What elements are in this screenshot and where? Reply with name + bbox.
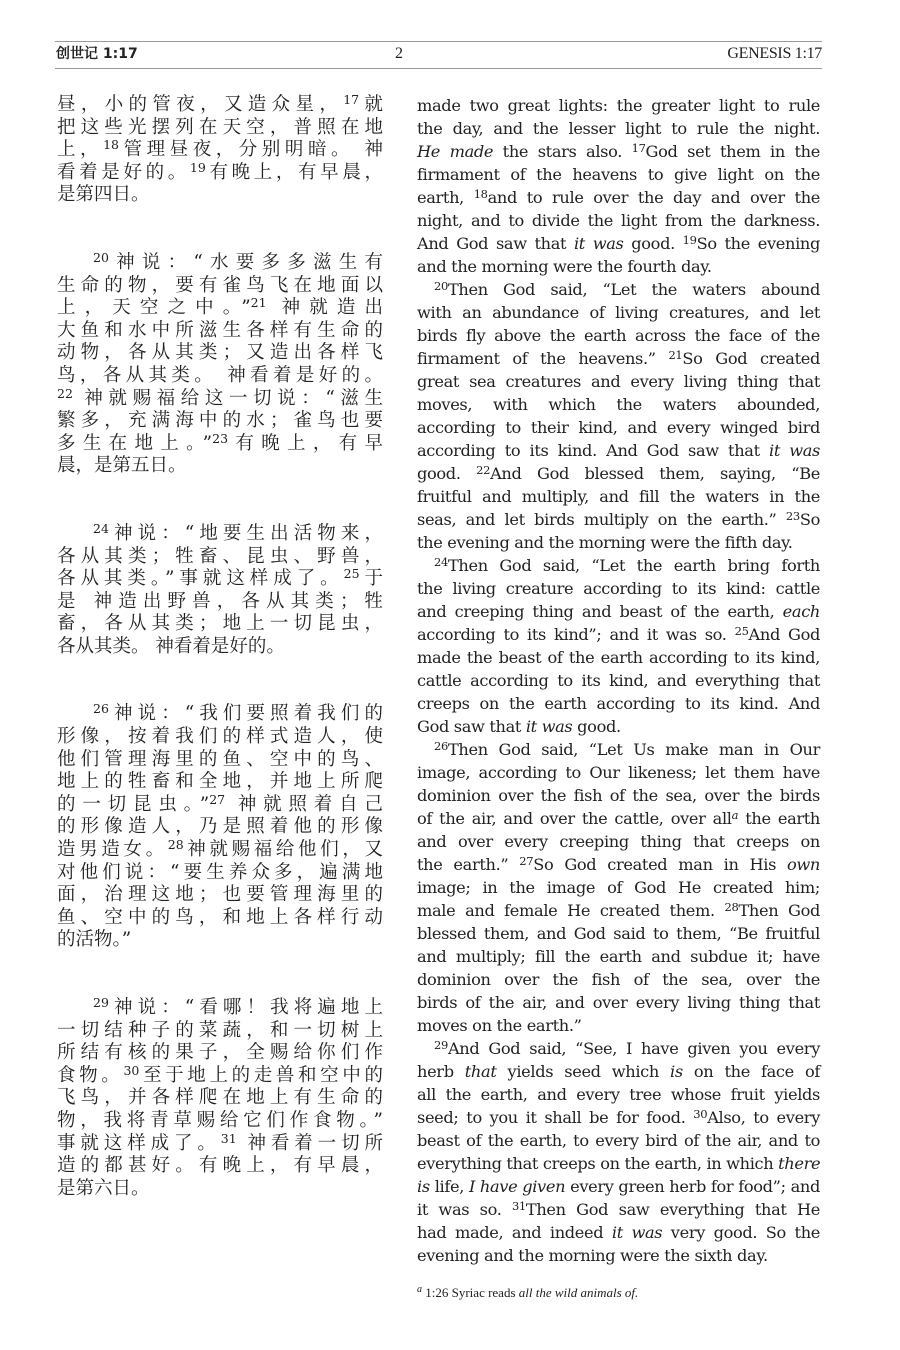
text-line: 造男造女。$^{28}$神就赐福给他们，又 xyxy=(57,837,383,861)
text-line: God saw that it was good. xyxy=(417,717,621,736)
text-line: the living creature according to its kind: cattle xyxy=(417,579,820,598)
text-line: according to its kind. And God saw that it was xyxy=(417,441,820,460)
verse-number: 21 xyxy=(668,348,683,362)
text-line: 多生在地上。”$^{23}$有晚上，有早 xyxy=(57,430,383,454)
verse-number: 31 xyxy=(511,1199,526,1213)
text-line: He made the stars also. $^{17}$God set them in the xyxy=(417,141,820,161)
text-line: the earth.” $^{27}$So God created man in His own xyxy=(417,854,821,874)
verse-number: 30 xyxy=(123,1062,140,1078)
text-line: 上，$^{18}$管理昼夜，分别明暗。 神 xyxy=(57,137,383,161)
text-line: and over every creeping thing that creeps on xyxy=(417,832,820,851)
text-line: 生命的物，要有雀鸟飞在地面以 xyxy=(57,274,383,296)
verse-number: 19 xyxy=(682,233,697,247)
text-line: 的形像造人，乃是照着他的形像 xyxy=(57,816,383,838)
verse-number: 20 xyxy=(434,279,448,293)
text-line: 把这些光摆列在天空，普照在地 xyxy=(57,116,383,138)
text-line: and multiply; fill the earth and subdue it; have xyxy=(417,947,820,966)
footnote-italic-text: all the wild animals of. xyxy=(518,1285,639,1300)
text-line: made two great lights: the greater light to rule xyxy=(417,96,820,115)
text-line: is life, I have given every green herb for food”; and xyxy=(417,1177,821,1196)
text-line: blessed them, and God said to them, “Be fruitful xyxy=(417,924,820,943)
text-line: made the beast of the earth according to its kind, xyxy=(417,648,820,667)
verse-number: 25 xyxy=(734,624,749,638)
text-line: $^{24}$Then God said, “Let the earth bring forth xyxy=(434,555,820,575)
text-line: 一切结种子的菜蔬，和一切树上 xyxy=(57,1019,383,1041)
text-line: $^{22}$ 神就赐福给这一切说：“滋生 xyxy=(57,385,383,409)
text-line: and the morning were the fourth day. xyxy=(417,257,712,276)
text-line: 繁多，充满海中的水；雀鸟也要 xyxy=(57,410,383,432)
text-line: 的活物。” xyxy=(57,929,132,951)
text-line: moves, with which the waters abounded, xyxy=(417,395,820,414)
verse-number: 17 xyxy=(631,141,646,155)
text-line: 各从其类。”事就这样成了。$^{25}$于 xyxy=(57,566,383,590)
italic-text: it was xyxy=(525,717,573,736)
text-line: 形像，按着我们的样式造人，使 xyxy=(57,726,383,748)
italic-text: each xyxy=(782,602,820,621)
text-line: it was so. $^{31}$Then God saw everything that He xyxy=(417,1199,821,1219)
verse-number: 27 xyxy=(519,854,534,868)
text-line: cattle according to its kind, and everything that xyxy=(417,671,820,690)
text-line: 对他们说：“要生养众多，遍满地 xyxy=(57,861,383,883)
text-line: $^{26}$神说：“我们要照着我们的 xyxy=(93,701,383,725)
verse-number: 31 xyxy=(220,1130,237,1146)
italic-text: is xyxy=(670,1062,683,1081)
text-line: 大鱼和水中所滋生各样有生命的 xyxy=(57,319,383,341)
text-line: creeps on the earth according to its kind. And xyxy=(417,694,820,713)
italic-text: it was xyxy=(611,1223,663,1242)
italic-text: there xyxy=(778,1154,821,1173)
verse-number: 26 xyxy=(434,739,448,753)
verse-number: 24 xyxy=(93,520,109,536)
chinese-column xyxy=(57,94,383,1245)
verse-number: 26 xyxy=(93,701,109,717)
verse-number: 20 xyxy=(93,249,109,265)
verse-number: 25 xyxy=(343,566,360,582)
text-line: and creeping thing and beast of the earth, each xyxy=(417,602,820,621)
text-line: 看着是好的。$^{19}$有晚上，有早晨， xyxy=(57,159,383,183)
running-header-english: GENESIS 1:17 xyxy=(727,45,822,62)
header-bottom-rule xyxy=(55,68,822,69)
text-line: 动物，各从其类；又造出各样飞 xyxy=(57,342,383,364)
text-line: 上，天空之中。”$^{21}$ 神就造出 xyxy=(57,295,383,319)
verse-number: 18 xyxy=(103,137,120,153)
text-line: of the air, and over the cattle, over all$^a$ the earth xyxy=(417,808,820,828)
text-line: 是第四日。 xyxy=(57,184,150,206)
text-line: night, and to divide the light from the darkness. xyxy=(417,211,820,230)
text-line: seed; to you it shall be for food. $^{30}$Also, to every xyxy=(417,1107,820,1127)
italic-text: He made xyxy=(417,142,494,161)
chinese-paragraph xyxy=(57,703,383,952)
text-line: 各从其类；牲畜、昆虫、野兽， xyxy=(57,545,383,567)
footnote-marker: a xyxy=(417,1284,422,1295)
text-line: 是 神造出野兽，各从其类；牲 xyxy=(57,590,383,612)
text-line: herb that yields seed which is on the face of xyxy=(417,1062,820,1081)
text-line: $^{24}$神说：“地要生出活物来， xyxy=(93,520,383,544)
footnote xyxy=(417,1284,638,1301)
footnote-text: Syriac reads xyxy=(451,1285,516,1300)
text-line: the day, and the lesser light to rule the night. xyxy=(417,119,820,138)
verse-number: 19 xyxy=(189,159,206,175)
text-line: 他们管理海里的鱼、空中的鸟、 xyxy=(57,748,383,770)
text-line: earth, $^{18}$and to rule over the day and over the xyxy=(417,187,820,207)
text-line: the evening and the morning were the fifth day. xyxy=(417,533,793,552)
text-line: 晨，是第五日。 xyxy=(57,455,187,477)
text-line: 鸟，各从其类。 神看着是好的。 xyxy=(57,364,383,386)
chinese-paragraph xyxy=(57,520,383,659)
italic-text: it was xyxy=(573,234,624,253)
header-top-rule xyxy=(55,41,822,42)
text-line: moves on the earth.” xyxy=(417,1016,582,1035)
chinese-paragraph xyxy=(57,249,383,478)
text-line: male and female He created them. $^{28}$Then God xyxy=(417,900,820,920)
text-line: 畜，各从其类；地上一切昆虫， xyxy=(57,613,383,635)
text-line: $^{20}$神说：“水要多多滋生有 xyxy=(93,249,383,273)
text-line: And God saw that it was good. $^{19}$So the evening xyxy=(417,233,820,253)
page-number: 2 xyxy=(395,45,403,62)
text-line: $^{26}$Then God said, “Let Us make man in Our xyxy=(434,739,820,759)
text-line: $^{29}$And God said, “See, I have given you every xyxy=(434,1038,820,1058)
italic-text: I have given xyxy=(468,1177,566,1196)
text-line: fruitful and multiply, and fill the waters in the xyxy=(417,487,820,506)
text-line: good. $^{22}$And God blessed them, saying, “Be xyxy=(417,463,820,483)
footnote-marker-ref: a xyxy=(731,808,739,822)
verse-number: 24 xyxy=(434,555,448,569)
text-line: 是第六日。 xyxy=(57,1177,150,1199)
verse-number: 29 xyxy=(434,1038,448,1052)
text-line: $^{20}$Then God said, “Let the waters abound xyxy=(434,279,820,299)
text-line: 昼，小的管夜，又造众星，$^{17}$就 xyxy=(57,92,383,115)
text-line: $^{29}$神说：“看哪！我将遍地上 xyxy=(93,995,383,1018)
verse-number: 30 xyxy=(693,1107,708,1121)
text-line: 的一切昆虫。”$^{27}$ 神就照着自己 xyxy=(57,791,383,815)
verse-number: 28 xyxy=(724,900,739,914)
text-line: 各从其类。 神看着是好的。 xyxy=(57,635,285,657)
verse-number: 22 xyxy=(57,385,73,401)
footnote-reference: 1:26 xyxy=(425,1285,449,1300)
text-line: firmament of the heavens to give light on the xyxy=(417,165,820,184)
verse-number: 21 xyxy=(250,295,267,311)
verse-number: 27 xyxy=(209,791,226,807)
verse-number: 28 xyxy=(167,837,184,853)
text-line: beast of the earth, to every bird of the air, and to xyxy=(417,1131,820,1150)
text-line: dominion over the fish of the sea, over the xyxy=(417,970,820,989)
running-header-chinese: 创世记 1:17 xyxy=(56,46,138,62)
italic-text: is xyxy=(417,1177,430,1196)
verse-number: 17 xyxy=(343,92,360,107)
text-line: dominion over the fish of the sea, over the birds xyxy=(417,786,820,805)
text-line: 造的都甚好。有晚上，有早晨， xyxy=(57,1155,383,1177)
chinese-paragraph xyxy=(57,94,383,207)
text-line: 鱼、空中的鸟，和地上各样行动 xyxy=(57,906,383,928)
italic-text: it was xyxy=(769,441,820,460)
verse-number: 22 xyxy=(476,463,491,477)
text-line: with an abundance of living creatures, and let xyxy=(417,303,820,322)
verse-number: 23 xyxy=(212,430,229,446)
text-line: 食物。$^{30}$至于地上的走兽和空中的 xyxy=(57,1062,383,1086)
text-line: 物，我将青草赐给它们作食物。” xyxy=(57,1109,383,1131)
text-line: seas, and let birds multiply on the earth.” $^{23}$So xyxy=(417,509,820,529)
verse-number: 23 xyxy=(785,509,800,523)
text-line: 地上的牲畜和全地，并地上所爬 xyxy=(57,771,383,793)
text-line: birds of the air, and over every living thing that xyxy=(417,993,820,1012)
text-line: according to its kind”; and it was so. $^{25}$And God xyxy=(417,624,820,644)
text-line: 事就这样成了。$^{31}$ 神看着一切所 xyxy=(57,1130,383,1154)
text-line: according to their kind, and every winged bird xyxy=(417,418,820,437)
text-line: everything that creeps on the earth, in which there xyxy=(417,1154,821,1173)
chinese-paragraph xyxy=(57,997,383,1200)
text-line: firmament of the heavens.” $^{21}$So God created xyxy=(417,348,820,368)
verse-number: 29 xyxy=(93,995,109,1010)
text-line: 所结有核的果子，全赐给你们作 xyxy=(57,1042,383,1064)
text-line: great sea creatures and every living thing that xyxy=(417,372,820,391)
text-line: evening and the morning were the sixth day. xyxy=(417,1246,768,1265)
text-line: 飞鸟，并各样爬在地上有生命的 xyxy=(57,1087,383,1109)
verse-number: 18 xyxy=(473,187,488,201)
text-line: had made, and indeed it was very good. So the xyxy=(417,1223,820,1242)
text-line: image, according to Our likeness; let them have xyxy=(417,763,820,782)
text-line: image; in the image of God He created him; xyxy=(417,878,820,897)
english-column xyxy=(417,94,820,1267)
italic-text: own xyxy=(787,855,821,874)
text-line: 面，治理这地；也要管理海里的 xyxy=(57,884,383,906)
text-line: all the earth, and every tree whose fruit yields xyxy=(417,1085,820,1104)
italic-text: that xyxy=(464,1062,497,1081)
text-line: birds fly above the earth across the face of the xyxy=(417,326,820,345)
